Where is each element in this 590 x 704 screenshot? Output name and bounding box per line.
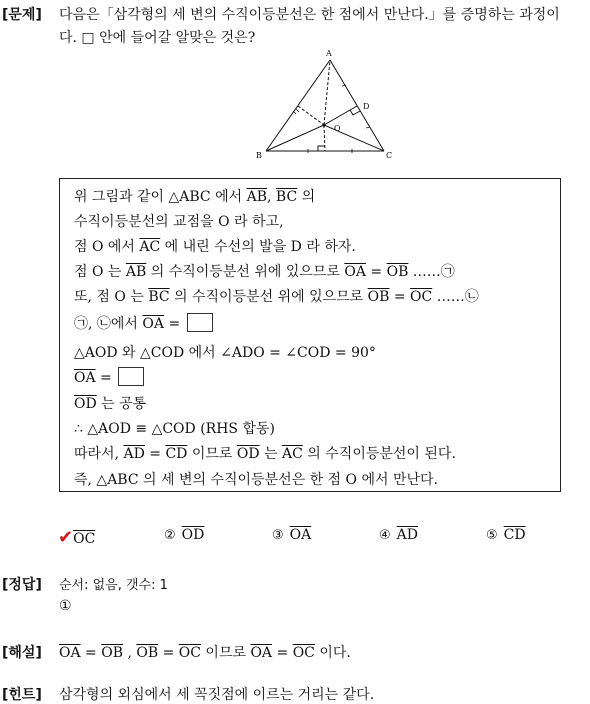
proof-line-11: 따라서, $\overline{AD} = \overline{CD}$ 이므로 $\overline{OD}$ 는 $\overline{AC}$ 의 수직이등분선이 된다. [74,446,456,462]
proof-line-8: $\overline{OA}$ = [74,367,144,386]
check-icon: ✔ [58,527,74,548]
choice-2[interactable]: ② $\overline{OD}$ [164,527,205,543]
choice-1-value: $\overline{OC}$ [73,531,96,547]
problem-text-line1: 다음은「삼각형의 세 변의 수직이등분선은 한 점에서 만난다.」를 증명하는 과정이 [59,7,560,23]
problem-label: [문제] [2,7,42,23]
proof-line-4: 점 O 는 $\overline{AB}$ 의 수직이등분선 위에 있으므로 $\overline{OA} = \overline{OB}$ ……㉠ [74,264,455,280]
proof-line-7: △AOD 와 △COD 에서 ∠ADO = ∠COD = 90° [74,345,376,361]
point-o-label: O [334,124,341,133]
vertex-a-label: A [326,49,332,58]
vertex-c-label: C [386,151,393,160]
triangle-figure [250,46,410,164]
explanation-text: $\overline{OA} = \overline{OB}$ , $\overline{OB} = \overline{OC}$ 이므로 $\overline{OA} = \overline{OC}$ 이다. [59,645,351,661]
proof-line-6: ㉠, ㉡에서 $\overline{OA}$ = [74,313,213,333]
answer-number: ① [59,598,72,614]
proof-line-2: 수직이등분선의 교점을 O 라 하고, [74,214,284,230]
answer-label: [정답] [2,577,42,593]
hint-text: 삼각형의 외심에서 세 꼭짓점에 이르는 거리는 같다. [59,687,375,703]
proof-line-12: 즉, △ABC 의 세 변의 수직이등분선은 한 점 O 에서 만난다. [74,472,438,488]
proof-box [59,178,561,492]
proof-line-9: $\overline{OD}$ 는 공통 [74,396,147,412]
proof-line-1: 위 그림과 같이 △ABC 에서 $\overline{AB}$, $\overline{BC}$ 의 [74,189,316,205]
point-d-label: D [363,102,370,111]
choice-1[interactable] [58,527,95,548]
choice-4[interactable]: ④ $\overline{AD}$ [379,527,418,543]
explanation-label: [해설] [2,645,42,661]
answer-text: 순서: 없음, 갯수: 1 [59,578,168,593]
proof-line-3: 점 O 에서 $\overline{AC}$ 에 내린 수선의 발을 D 라 하자. [74,239,356,255]
choice-5[interactable]: ⑤ $\overline{CD}$ [486,527,526,543]
vertex-b-label: B [256,151,262,160]
proof-line-10: ∴ △AOD ≡ △COD (RHS 합동) [74,421,275,437]
choice-3[interactable]: ③ $\overline{OA}$ [272,527,312,543]
answer-blank-box-2 [118,367,144,386]
problem-text-line2: 다. □ 안에 들어갈 알맞은 것은? [59,30,256,46]
hint-label: [힌트] [2,687,42,703]
proof-line-5: 또, 점 O 는 $\overline{BC}$ 의 수직이등분선 위에 있으므로 $\overline{OB} = \overline{OC}$ ……㉡ [74,289,479,305]
answer-blank-box [187,313,213,332]
